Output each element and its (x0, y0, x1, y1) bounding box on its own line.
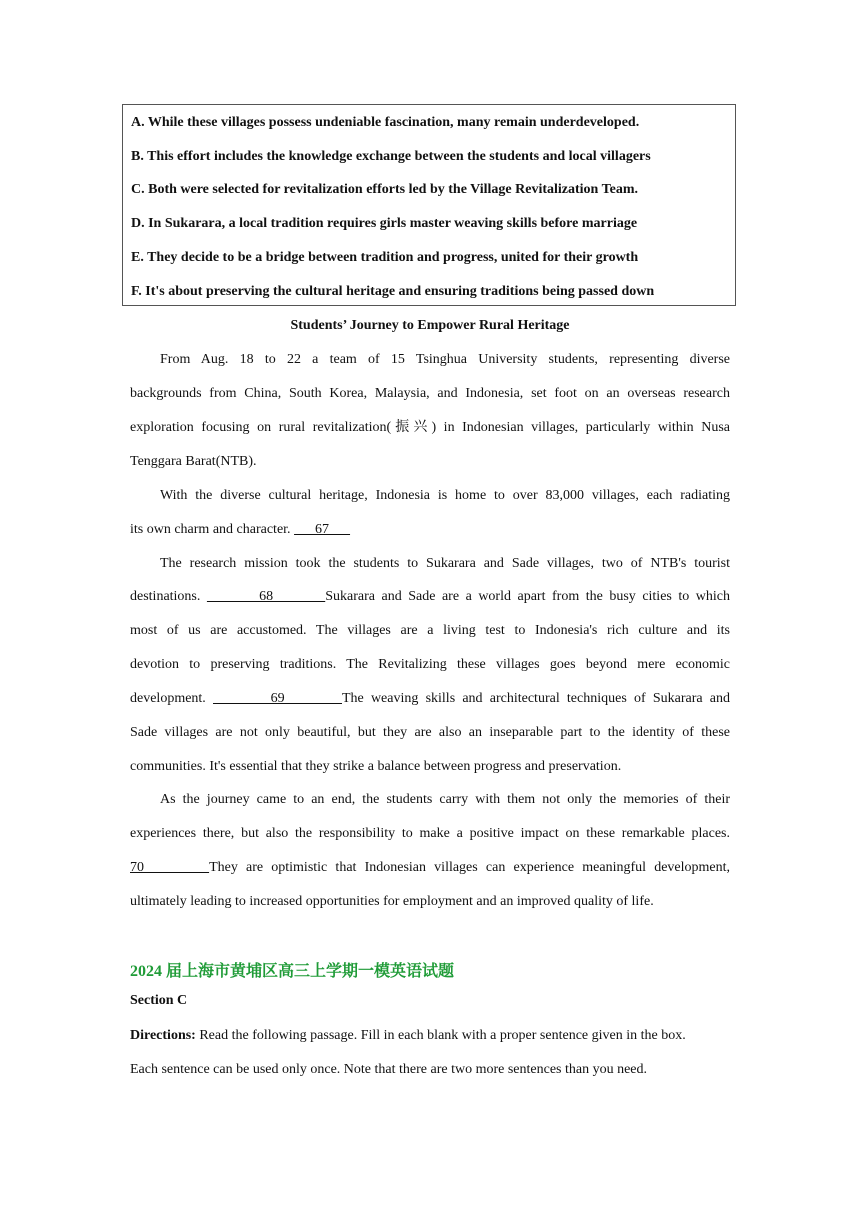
p3-line-5b: The weaving skills and architectural techniques of Sukarara and (341, 691, 731, 706)
option-b: B. This effort includes the knowledge exchange between the students and local villagers (131, 149, 651, 164)
option-e: E. They decide to be a bridge between tradition and progress, united for their growth (131, 250, 639, 265)
p1-line-3: exploration focusing on rural revitalization(振兴) in Indonesian villages, particularly within Nusa (130, 420, 730, 435)
p3-line-6: Sade villages are not only beautiful, but they are also an inseparable part to the identity of these (130, 725, 730, 740)
p1-line-1: From Aug. 18 to 22 a team of 15 Tsinghua University students, representing diverse (160, 352, 730, 367)
option-f: F. It's about preserving the cultural heritage and ensuring traditions being passed down (131, 284, 655, 299)
p4-line-4: ultimately leading to increased opportunities for employment and an improved quality of life. (130, 894, 654, 909)
options-box (122, 104, 736, 306)
p3-line-5 (130, 690, 730, 708)
p2-line-2-text: its own charm and character. (130, 522, 291, 537)
p4-line-3b: They are optimistic that Indonesian villages can experience meaningful development, (209, 860, 730, 875)
p3-line-7: communities. It's essential that they strike a balance between progress and preservation. (130, 759, 622, 774)
option-c: C. Both were selected for revitalization efforts led by the Village Revitalization Team. (131, 182, 639, 197)
blank-67: 67 (294, 522, 351, 537)
p1-line-4: Tenggara Barat(NTB). (130, 454, 257, 469)
p4-line-2: experiences there, but also the responsibility to make a positive impact on these remarkable places. (130, 826, 730, 841)
p1-line-2: backgrounds from China, South Korea, Malaysia, and Indonesia, set foot on an overseas research (130, 386, 730, 401)
p3-line-2b: Sukarara and Sade are a world apart from the busy cities to which (325, 589, 731, 604)
option-d: D. In Sukarara, a local tradition requires girls master weaving skills before marriage (131, 216, 638, 231)
p3-line-1: The research mission took the students to Sukarara and Sade villages, two of NTB's tourist (160, 556, 730, 571)
p2-line-2 (130, 521, 730, 539)
p3-line-5a: development. (130, 691, 206, 706)
p3-line-3: most of us are accustomed. The villages are a living test to Indonesia's rich culture and its (130, 623, 730, 638)
p3-line-4: devotion to preserving traditions. The Revitalizing these villages goes beyond mere economic (130, 657, 730, 672)
directions-line-2: Each sentence can be used only once. Note that there are two more sentences than you need. (130, 1062, 648, 1077)
section-label: Section C (130, 993, 188, 1008)
directions-text-1: Read the following passage. Fill in each blank with a proper sentence given in the box. (195, 1028, 686, 1043)
exam-heading: 2024 届上海市黄埔区高三上学期一模英语试题 (130, 963, 455, 980)
p4-line-1: As the journey came to an end, the students carry with them not only the memories of their (160, 792, 730, 807)
p4-line-3 (130, 859, 730, 877)
blank-68: 68 (206, 589, 326, 604)
blank-69: 69 (213, 691, 342, 706)
directions-line-1 (130, 1027, 730, 1045)
directions-label: Directions: (130, 1028, 196, 1043)
blank-70: 70 (130, 860, 210, 875)
option-a: A. While these villages possess undeniable fascination, many remain underdeveloped. (131, 115, 640, 130)
p2-line-1: With the diverse cultural heritage, Indonesia is home to over 83,000 villages, each radiating (160, 488, 730, 503)
p3-line-2 (130, 588, 730, 606)
passage-title: Students’ Journey to Empower Rural Heritage (290, 318, 570, 333)
p3-line-2a: destinations. (130, 589, 201, 604)
